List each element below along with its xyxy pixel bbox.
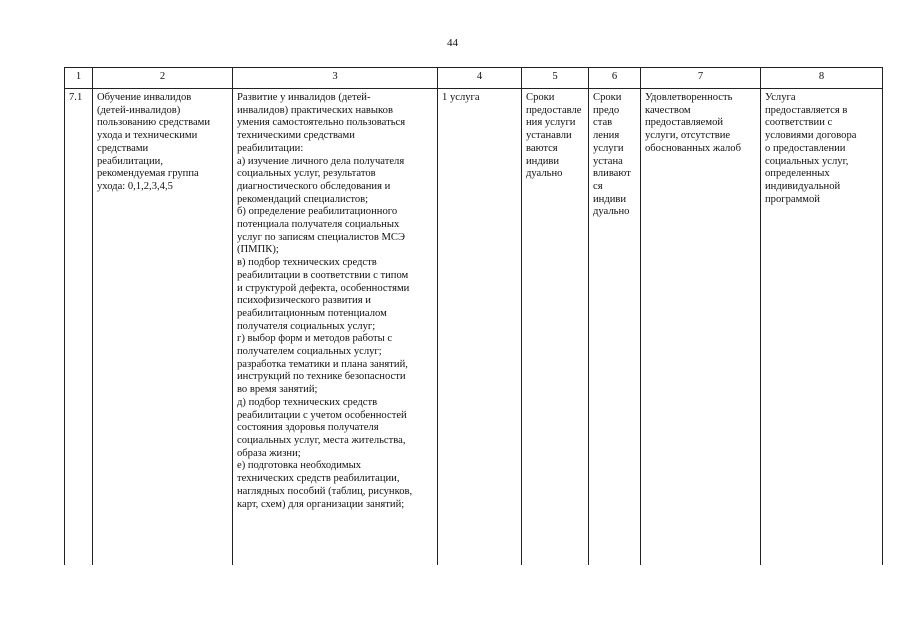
conditions-cell [761,89,883,566]
quality-indicators: Удовлетворенность качеством предоставляемой услуги, отсутствие обоснованных жалоб [645,92,741,154]
service-content: Развитие у инвалидов (детей- инвалидов) практических навыков умения самостоятельно пользоваться техническими средствами реабилитации: а) изучение личного дела получателя социальных услуг, результатов диагностического обследования и рекомендаций специалистов; б) определение реабилитационного потенциала получателя социальных услуг по записям специалистов МСЭ (ПМПК); в) подбор технических средств реабилитации в соответствии с типом и структурой дефекта, особенностями психофизического развития и реабилитационным потенциалом получателя социальных услуг; г) выбор форм и методов работы с получателем социальных услуг; разработка тематики и плана занятий, инструкций по технике безопасности во время занятий; д) подбор технических средств реабилитации с учетом особенностей состояния здоровья получателя социальных услуг, места жительства, образа жизни; е) подготовка необходимых технических средств реабилитации, наглядных пособий (таблиц, рисунков, карт, схем) для организации занятий; [237,92,413,510]
column-header: 2 [93,68,233,89]
column-header: 1 [65,68,93,89]
service-volume: 1 услуга [442,92,480,103]
table-header-row [65,68,883,89]
column-header: 3 [233,68,438,89]
service-name-cell [93,89,233,566]
page-number: 44 [447,37,458,49]
column-header: 7 [641,68,761,89]
service-terms-cell [522,89,589,566]
column-header: 6 [589,68,641,89]
services-table [64,67,883,565]
service-terms2-cell [589,89,641,566]
service-terms: Сроки предоставле ния услуги устанавли ваются индиви дуально [526,92,582,180]
table-row [65,89,883,566]
service-name: Обучение инвалидов (детей-инвалидов) пользованию средствами ухода и техническими средствами реабилитации, рекомендуемая группа ухода: 0,1,2,3,4,5 [97,92,211,192]
column-header: 8 [761,68,883,89]
quality-cell [641,89,761,566]
service-conditions: Услуга предоставляется в соответствии с условиями договора о предоставлении социальных услуг, определенных индивидуальной программой [765,92,857,205]
service-terms-2: Сроки предо став ления услуги устана вливают ся индиви дуально [593,92,631,218]
column-header: 4 [438,68,522,89]
row-number-cell [65,89,93,566]
column-header: 5 [522,68,589,89]
service-volume-cell [438,89,522,566]
service-content-cell [233,89,438,566]
row-number: 7.1 [69,92,83,103]
